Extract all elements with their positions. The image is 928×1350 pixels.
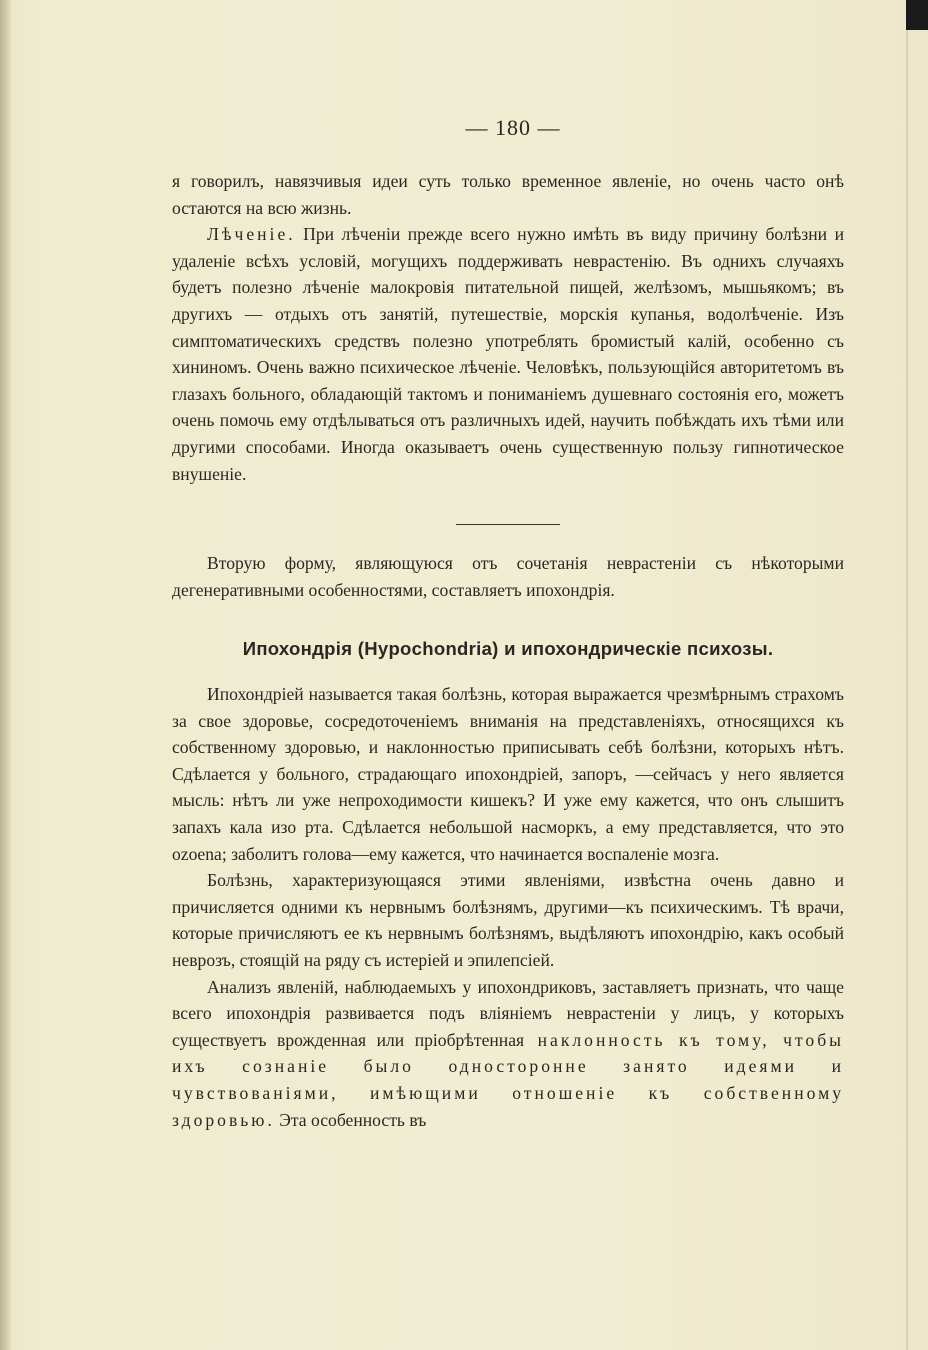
paragraph-text: Анализъ явленій, наблюдаемыхъ у ипохондриковъ, заставляетъ признать, что чаще всего ипохондрія развивается подъ вліяніемъ неврастеніи у лицъ, у которыхъ существуетъ врожденная или пріобрѣтенная xyxy=(172,976,844,1050)
paragraph: Вторую форму, являющуюся отъ сочетанія неврастеніи съ нѣкоторыми дегенеративными особенностями, составляетъ ипохондрія. xyxy=(172,553,844,600)
text-block-intro xyxy=(172,550,844,603)
paragraph: я говорилъ, навязчивыя идеи суть только временное явленіе, но очень часто онѣ остаются на всю жизнь. xyxy=(172,171,844,218)
spaced-term: Лѣченіе. xyxy=(207,224,296,245)
paragraph xyxy=(172,974,844,1134)
paragraph: Ипохондріей называется такая болѣзнь, которая выражается чрезмѣрнымъ страхомъ за свое здоровье, сосредоточеніемъ вниманія на представленіяхъ, относящихся къ собственному здоровью, и наклонностью приписывать себѣ болѣзни, которыхъ нѣтъ. Сдѣлается у больного, страдающаго ипохондріей, запоръ, —сейчасъ у него является мысль: нѣтъ ли уже непроходимости кишекъ? И уже ему кажется, что онъ слышитъ запахъ кала изо рта. Сдѣлается небольшой насморкъ, а ему представляется, что это ozoena; заболитъ голова—ему кажется, что начинается воспаленіе мозга. xyxy=(172,684,844,864)
binding-shadow xyxy=(0,0,12,1350)
text-block-hypochondria xyxy=(172,681,844,1133)
paragraph xyxy=(172,221,844,487)
paragraph: Болѣзнь, характеризующаяся этими явленіями, извѣстна очень давно и причисляется одними къ нервнымъ болѣзнямъ, другими—къ психическимъ. Тѣ врачи, которые причисляютъ ее къ нервнымъ болѣзнямъ, выдѣляютъ ипохондрію, какъ особый неврозъ, стоящій на ряду съ истеріей и эпилепсіей. xyxy=(172,870,844,970)
page-corner-dark xyxy=(906,0,928,30)
section-divider xyxy=(456,524,560,525)
paragraph-text: Эта особенность въ xyxy=(274,1109,427,1130)
section-heading: Ипохондрія (Hypochondria) и ипохондрическіе психозы. xyxy=(242,638,774,659)
spaced-emphasis: наклонность къ тому, чтобы ихъ сознаніе было односторонне занято идеями и чувствованіями, имѣющими отношеніе къ собственному здоровью. xyxy=(172,1029,844,1130)
page-number: — 180 — xyxy=(465,115,561,140)
paragraph-text: При лѣченіи прежде всего нужно имѣть въ виду причину болѣзни и удаленіе всѣхъ условій, могущихъ поддерживать неврастенію. Въ однихъ случаяхъ будетъ полезно лѣченіе малокровія питательной пищей, желѣзомъ, мышьякомъ; въ другихъ — отдыхъ отъ занятій, путешествіе, морскія купанья, водолѣченіе. Изъ симптоматическихъ средствъ полезно употреблять бромистый калій, особенно съ хининомъ. Очень важно психическое лѣченіе. Человѣкъ, пользующійся авторитетомъ въ глазахъ больного, обладающій тактомъ и пониманіемъ душевнаго состоянія его, можетъ очень помочь ему отдѣлываться отъ различныхъ идей, научить побѣждать ихъ тѣми или другими способами. Иногда оказываетъ очень существенную пользу гипнотическое внушеніе. xyxy=(172,224,844,484)
text-block-treatment xyxy=(172,168,844,487)
page-edge-line xyxy=(906,0,908,1350)
